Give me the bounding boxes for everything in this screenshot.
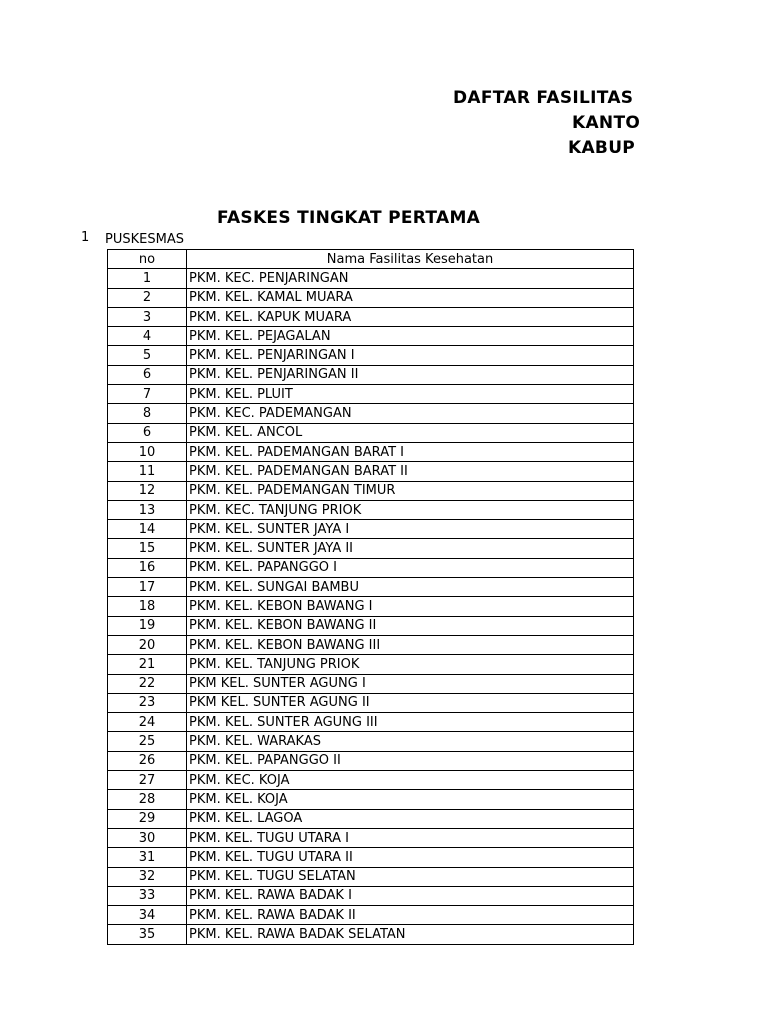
facility-name: PKM. KEL. PLUIT — [187, 385, 634, 404]
table-row — [108, 848, 634, 867]
row-number: 11 — [108, 462, 187, 481]
table-row — [108, 481, 634, 500]
facility-name: PKM. KEC. TANJUNG PRIOK — [187, 500, 634, 519]
row-number: 25 — [108, 732, 187, 751]
table-row — [108, 423, 634, 442]
table-row — [108, 732, 634, 751]
row-number: 28 — [108, 790, 187, 809]
column-header-name: Nama Fasilitas Kesehatan — [187, 250, 634, 269]
table-row — [108, 597, 634, 616]
table-row — [108, 616, 634, 635]
table-row — [108, 693, 634, 712]
row-number: 24 — [108, 713, 187, 732]
facility-name: PKM. KEL. SUNTER JAYA I — [187, 520, 634, 539]
table-row — [108, 385, 634, 404]
table-row — [108, 404, 634, 423]
facility-name: PKM. KEL. PENJARINGAN II — [187, 365, 634, 384]
row-number: 22 — [108, 674, 187, 693]
facility-name: PKM. KEL. TUGU UTARA I — [187, 828, 634, 847]
facility-name: PKM. KEL. RAWA BADAK SELATAN — [187, 925, 634, 944]
group-label: PUSKESMAS — [105, 232, 184, 247]
facility-name: PKM. KEL. PAPANGGO I — [187, 558, 634, 577]
table-row — [108, 365, 634, 384]
table-row — [108, 539, 634, 558]
table-row — [108, 442, 634, 461]
table-row — [108, 635, 634, 654]
table-header-row — [108, 250, 634, 269]
facility-name: PKM. KEL. KOJA — [187, 790, 634, 809]
row-number: 6 — [108, 423, 187, 442]
row-number: 6 — [108, 365, 187, 384]
facility-name: PKM. KEL. SUNTER AGUNG III — [187, 713, 634, 732]
row-number: 1 — [108, 269, 187, 288]
table-body — [108, 269, 634, 944]
row-number: 33 — [108, 886, 187, 905]
facility-name: PKM. KEL. PADEMANGAN BARAT II — [187, 462, 634, 481]
group-number: 1 — [81, 230, 90, 245]
row-number: 30 — [108, 828, 187, 847]
table-row — [108, 674, 634, 693]
facility-name: PKM. KEL. PAPANGGO II — [187, 751, 634, 770]
table-row — [108, 809, 634, 828]
facility-name: PKM. KEC. PADEMANGAN — [187, 404, 634, 423]
row-number: 15 — [108, 539, 187, 558]
facility-name: PKM. KEL. PADEMANGAN TIMUR — [187, 481, 634, 500]
table-row — [108, 906, 634, 925]
facility-name: PKM. KEL. KEBON BAWANG II — [187, 616, 634, 635]
facility-name: PKM. KEL. SUNTER JAYA II — [187, 539, 634, 558]
title-line-1: DAFTAR FASILITAS — [453, 88, 634, 108]
row-number: 14 — [108, 520, 187, 539]
table-row — [108, 751, 634, 770]
facility-name: PKM. KEL. TUGU SELATAN — [187, 867, 634, 886]
facility-name: PKM. KEL. SUNGAI BAMBU — [187, 578, 634, 597]
facility-name: PKM. KEL. KEBON BAWANG I — [187, 597, 634, 616]
facility-name: PKM KEL. SUNTER AGUNG I — [187, 674, 634, 693]
table-row — [108, 828, 634, 847]
table-row — [108, 713, 634, 732]
row-number: 4 — [108, 327, 187, 346]
table-row — [108, 790, 634, 809]
facility-name: PKM. KEL. PADEMANGAN BARAT I — [187, 442, 634, 461]
table-row — [108, 867, 634, 886]
row-number: 20 — [108, 635, 187, 654]
row-number: 34 — [108, 906, 187, 925]
row-number: 23 — [108, 693, 187, 712]
facility-name: PKM. KEL. PENJARINGAN I — [187, 346, 634, 365]
row-number: 8 — [108, 404, 187, 423]
table-row — [108, 558, 634, 577]
title-line-3: KABUP — [568, 138, 636, 158]
table-row — [108, 327, 634, 346]
row-number: 5 — [108, 346, 187, 365]
facility-name: PKM. KEC. KOJA — [187, 771, 634, 790]
row-number: 35 — [108, 925, 187, 944]
column-header-no: no — [108, 250, 187, 269]
facility-name: PKM. KEL. TUGU UTARA II — [187, 848, 634, 867]
facility-name: PKM. KEL. TANJUNG PRIOK — [187, 655, 634, 674]
document-title — [440, 86, 641, 162]
row-number: 31 — [108, 848, 187, 867]
row-number: 26 — [108, 751, 187, 770]
facilities-table — [107, 249, 634, 945]
title-line-2: KANTO — [572, 113, 641, 133]
row-number: 18 — [108, 597, 187, 616]
facility-name: PKM. KEL. WARAKAS — [187, 732, 634, 751]
row-number: 13 — [108, 500, 187, 519]
table-row — [108, 288, 634, 307]
table-row — [108, 520, 634, 539]
row-number: 29 — [108, 809, 187, 828]
table-row — [108, 655, 634, 674]
table-row — [108, 886, 634, 905]
facility-name: PKM. KEL. LAGOA — [187, 809, 634, 828]
row-number: 2 — [108, 288, 187, 307]
facility-name: PKM. KEL. PEJAGALAN — [187, 327, 634, 346]
facility-name: PKM. KEL. KAMAL MUARA — [187, 288, 634, 307]
table-row — [108, 307, 634, 326]
facility-name: PKM KEL. SUNTER AGUNG II — [187, 693, 634, 712]
row-number: 10 — [108, 442, 187, 461]
table-row — [108, 925, 634, 944]
facility-name: PKM. KEL. KEBON BAWANG III — [187, 635, 634, 654]
row-number: 27 — [108, 771, 187, 790]
table-row — [108, 771, 634, 790]
table-row — [108, 578, 634, 597]
row-number: 7 — [108, 385, 187, 404]
row-number: 32 — [108, 867, 187, 886]
facility-name: PKM. KEL. RAWA BADAK I — [187, 886, 634, 905]
row-number: 12 — [108, 481, 187, 500]
section-title: FASKES TINGKAT PERTAMA — [217, 208, 481, 228]
facility-name: PKM. KEL. KAPUK MUARA — [187, 307, 634, 326]
table-row — [108, 500, 634, 519]
table-row — [108, 462, 634, 481]
table-row — [108, 346, 634, 365]
row-number: 16 — [108, 558, 187, 577]
facility-name: PKM. KEL. RAWA BADAK II — [187, 906, 634, 925]
row-number: 21 — [108, 655, 187, 674]
facility-name: PKM. KEC. PENJARINGAN — [187, 269, 634, 288]
table-row — [108, 269, 634, 288]
facility-name: PKM. KEL. ANCOL — [187, 423, 634, 442]
row-number: 17 — [108, 578, 187, 597]
row-number: 3 — [108, 307, 187, 326]
row-number: 19 — [108, 616, 187, 635]
